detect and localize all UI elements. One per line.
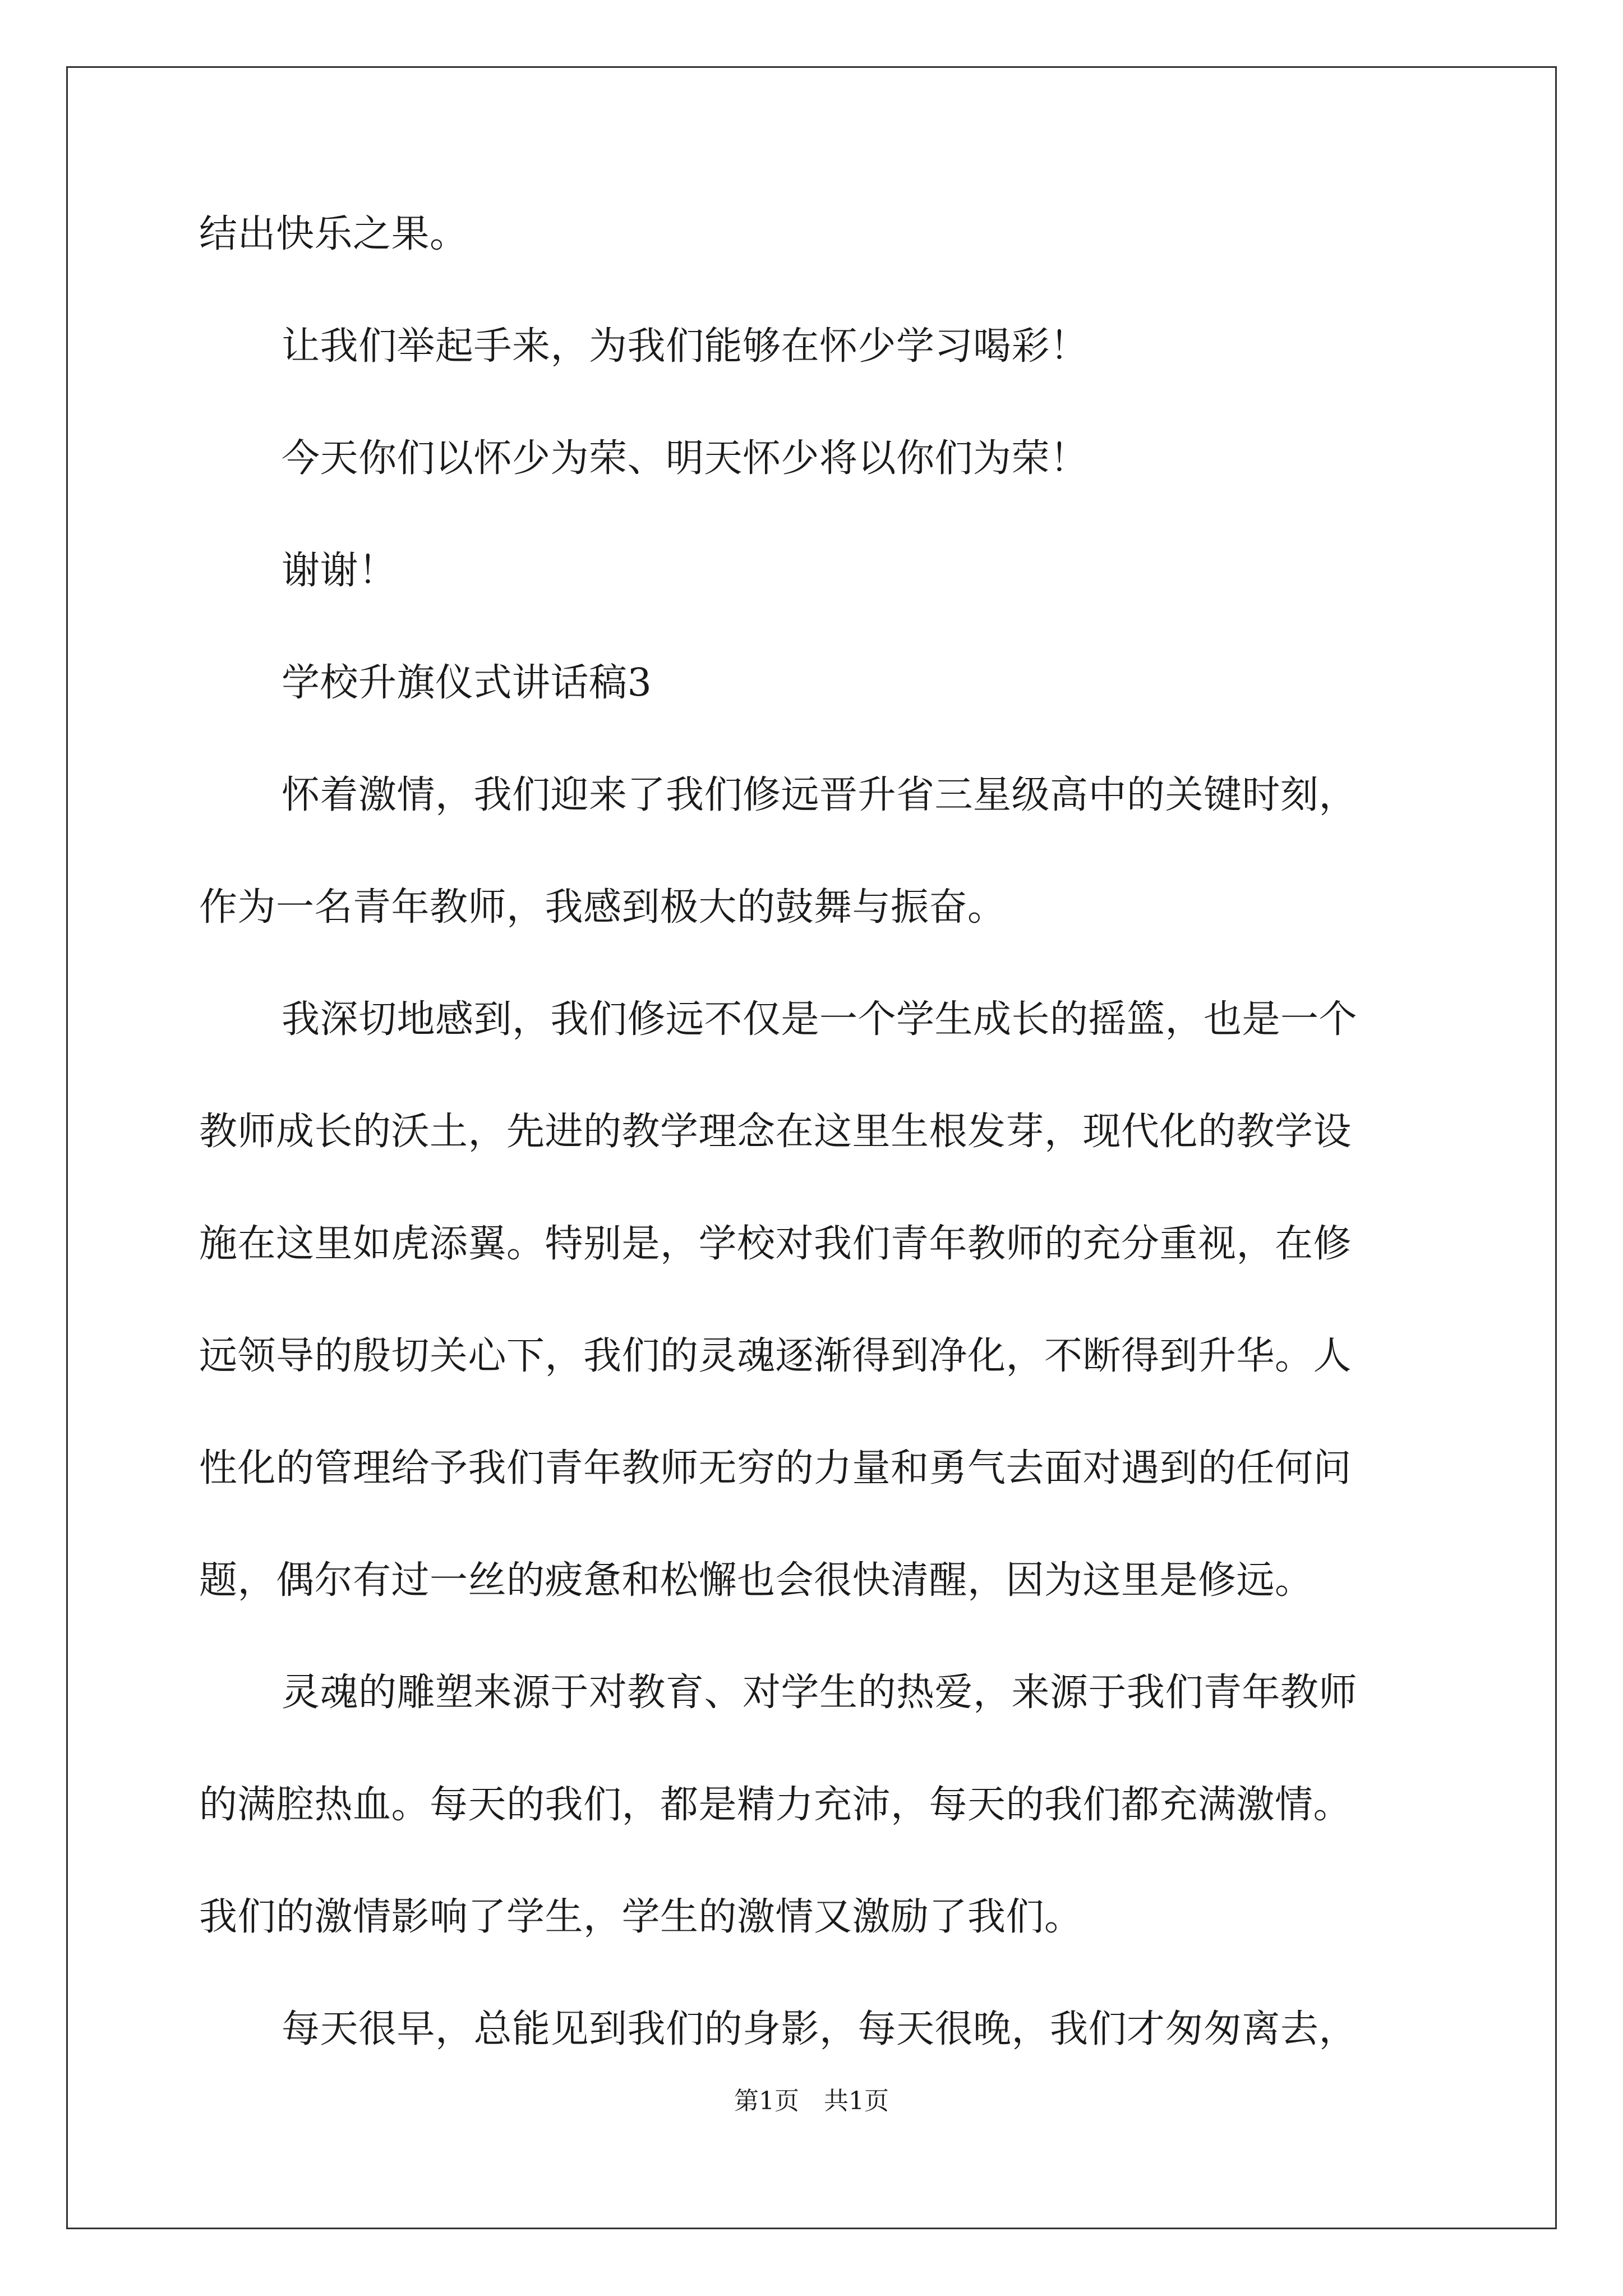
text-line: 灵魂的雕塑来源于对教育、对学生的热爱，来源于我们青年教师	[282, 1671, 1358, 1715]
text-line: 施在这里如虎添翼。特别是，学校对我们青年教师的充分重视，在修	[199, 1222, 1352, 1266]
text-line: 作为一名青年教师，我感到极大的鼓舞与振奋。	[199, 885, 1006, 930]
text-line: 今天你们以怀少为荣、明天怀少将以你们为荣！	[282, 436, 1089, 481]
text-line: 谢谢！	[282, 549, 397, 593]
text-line: 远领导的殷切关心下，我们的灵魂逐渐得到净化，不断得到升华。人	[199, 1334, 1352, 1378]
section-heading: 学校升旗仪式讲话稿3	[282, 661, 652, 705]
text-line: 题，偶尔有过一丝的疲惫和松懈也会很快清醒，因为这里是修远。	[199, 1558, 1313, 1603]
text-line: 的满腔热血。每天的我们，都是精力充沛，每天的我们都充满激情。	[199, 1783, 1352, 1827]
text-line: 我深切地感到，我们修远不仅是一个学生成长的摇篮，也是一个	[282, 997, 1358, 1042]
text-line: 结出快乐之果。	[199, 212, 468, 256]
text-line: 怀着激情，我们迎来了我们修远晋升省三星级高中的关键时刻，	[282, 773, 1358, 817]
text-line: 让我们举起手来，为我们能够在怀少学习喝彩！	[282, 324, 1089, 369]
text-line: 每天很早，总能见到我们的身影，每天很晚，我们才匆匆离去，	[282, 2007, 1358, 2051]
text-line: 教师成长的沃土，先进的教学理念在这里生根发芽，现代化的教学设	[199, 1110, 1352, 1154]
text-line: 我们的激情影响了学生，学生的激情又激励了我们。	[199, 1895, 1083, 1939]
page-number-footer: 第1页 共1页	[734, 2087, 889, 2115]
text-line: 性化的管理给予我们青年教师无穷的力量和勇气去面对遇到的任何问	[199, 1446, 1352, 1490]
